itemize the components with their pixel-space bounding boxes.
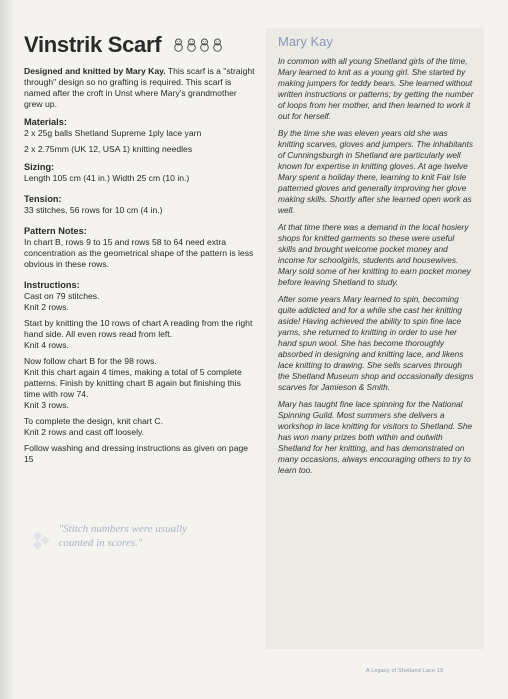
designer-credit: Designed and knitted by Mary Kay.	[24, 66, 166, 76]
bio-paragraph: By the time she was eleven years old she was knitting scarves, gloves and jumpers. The inhabitants of Cunningsburgh in Shetland are particularly well known for expertise in knitting gloves. At age twelve Mary spent a holiday there, learning to knit Fair Isle patterned gloves and generally improving her glove making skills. Shortly after she learned open work as well.	[278, 128, 474, 215]
materials-needles: 2 x 2.75mm (UK 12, USA 1) knitting needles	[24, 144, 193, 154]
sizing-dimensions: Length 105 cm (41 in.) Width 25 cm (10 in.)	[24, 173, 190, 183]
page-footer: A Legacy of Shetland Lace 19	[366, 668, 444, 674]
biography-text	[278, 56, 474, 482]
sheep-icon	[186, 38, 197, 52]
materials-heading: Materials:	[24, 117, 67, 127]
instructions-heading: Instructions:	[24, 280, 80, 290]
instruction-step: Knit 4 rows.	[24, 340, 69, 350]
page-gutter-shadow	[0, 0, 16, 699]
instruction-step: Start by knitting the 10 rows of chart A reading from the right hand side. All even rows read from left.	[24, 318, 253, 339]
diamond-ornament-icon	[30, 522, 53, 562]
sheep-icon	[173, 38, 184, 52]
title-row	[24, 32, 256, 58]
instruction-step: Now follow chart B for the 98 rows.	[24, 356, 157, 366]
instruction-step: Knit 3 rows.	[24, 400, 69, 410]
pattern-notes-heading: Pattern Notes:	[24, 226, 87, 236]
instruction-step: Follow washing and dressing instructions as given on page 15	[24, 443, 249, 464]
instruction-step: Knit this chart again 4 times, making a total of 5 complete patterns. Finish by knitting chart B again but finishing this time with row 74.	[24, 367, 242, 399]
intro-paragraph	[24, 66, 256, 110]
pattern-title: Vinstrik Scarf	[24, 32, 162, 57]
bio-paragraph: In common with all young Shetland girls of the time, Mary learned to knit as a young girl. She started by making jumpers for teddy bears. She learned without written instructions or patterns; by getting the number of loops from her mother, and then learned to work it out for herself.	[278, 56, 474, 121]
pattern-notes-text: In chart B, rows 9 to 15 and rows 58 to 64 need extra concentration as the geometrical shape of the pattern is less obvious in these rows.	[24, 237, 254, 269]
pull-quote-text: "Stitch numbers were usually counted in scores."	[58, 523, 188, 549]
bio-paragraph: Mary has taught fine lace spinning for the National Spinning Guild. Most summers she delivers a workshop in lace knitting for visitors to Shetland. She has won many prizes both within and outwith Shetland for her knitting, and has demonstrated on many occasions, always encouraging others to try to learn too.	[278, 399, 473, 475]
instruction-step: Knit 2 rows and cast off loosely.	[24, 427, 145, 437]
pattern-column	[24, 32, 256, 465]
difficulty-rating	[173, 38, 223, 52]
pull-quote	[30, 522, 220, 562]
instruction-step: Cast on 79 stitches.	[24, 291, 100, 301]
sheep-icon	[199, 38, 210, 52]
sidebar-title: Mary Kay	[278, 34, 333, 49]
tension-heading: Tension:	[24, 194, 62, 204]
instruction-step: Knit 2 rows.	[24, 302, 69, 312]
materials-yarn: 2 x 25g balls Shetland Supreme 1ply lace yarn	[24, 128, 202, 138]
bio-paragraph: After some years Mary learned to spin, becoming quite addicted and for a while she cast her knitting aside! Having achieved the ability to spin fine lace yarns, she returned to knitting in order to use her hand spun wool. She has become thoroughly absorbed in designing and knitting lace, and likens lace knitting to drawing. She sells scarves through the Shetland Museum shop and occasionally designs scarves for Jamieson & Smith.	[278, 294, 474, 392]
sheep-icon	[212, 38, 223, 52]
sizing-heading: Sizing:	[24, 162, 55, 172]
tension-value: 33 stitches, 56 rows for 10 cm (4 in.)	[24, 205, 163, 215]
bio-paragraph: At that time there was a demand in the local hosiery shops for knitted garments so these were useful skills and brought welcome pocket money and income for schoolgirls, students and housewives. Mary sold some of her knitting to earn pocket money before leaving Shetland to study.	[278, 222, 471, 287]
intro-text: This scarf is a "straight through" design so no grafting is required. This scarf is named after the croft in Unst where Mary's grandmother grew up.	[24, 66, 255, 109]
instruction-step: To complete the design, knit chart C.	[24, 416, 164, 426]
